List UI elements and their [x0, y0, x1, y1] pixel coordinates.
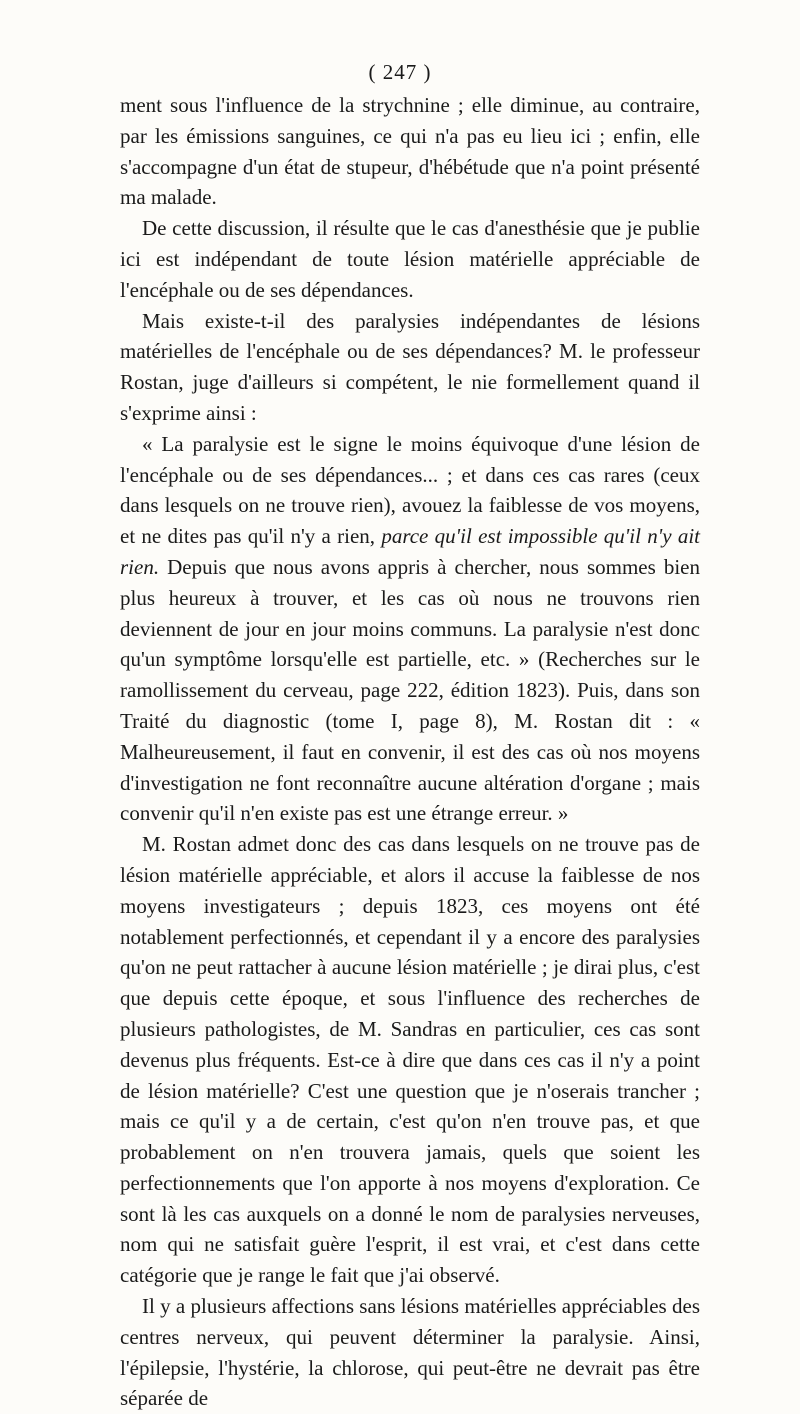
paragraph-affections: Il y a plusieurs affections sans lésions matérielles appréciables des centres nerveux, qui peuvent déterminer la paralysie. Ainsi, l'épilepsie, l'hystérie, la chlorose, qui peut-être ne devrait pas être séparée de: [120, 1294, 700, 1411]
body-text: [120, 90, 700, 1414]
quote-text-before: « La paralysie est le signe le moins équivoque d'une lésion de l'encéphale ou de ses dépendances... ; et dans ces cas rares (ceux dans lesquels on ne trouve rien), avouez la faiblesse de vos moyens, et ne dites pas qu'il n'y a rien,: [120, 431, 700, 549]
paragraph-rostan-question: Mais existe-t-il des paralysies indépendantes de lésions matérielles de l'encéphale ou de ses dépendances? M. le professeur Rostan, juge d'ailleurs si compétent, le nie formellement quand il s'exprime ainsi :: [120, 308, 700, 425]
paragraph-rostan-admits: M. Rostan admet donc des cas dans lesquels on ne trouve pas de lésion matérielle appréciable, et alors il accuse la faiblesse de nos moyens investigateurs ; depuis 1823, ces moyens ont été notablement perfectionnés, et cependant il y a encore des paralysies qu'on ne peut rattacher à aucune lésion matérielle ; je dirai plus, c'est que depuis cette époque, et sous l'influence des recherches de plusieurs pathologistes, de M. Sandras en particulier, ces cas sont devenus plus fréquents. Est-ce à dire que dans ces cas il n'y a point de lésion matérielle? C'est une question que je n'oserais trancher ; mais ce qu'il y a de certain, c'est qu'on n'en trouve pas, et que probablement on n'en trouvera jamais, quels que soient les perfectionnements que l'on apporte à nos moyens d'exploration. Ce sont là les cas auxquels on a donné le nom de paralysies nerveuses, nom qui ne satisfait guère l'esprit, il est vrai, et c'est dans cette catégorie que je range le fait que j'ai observé.: [120, 832, 700, 1288]
paragraph-rostan-quote: [120, 429, 700, 829]
page-number: ( 247 ): [368, 60, 432, 84]
quote-emphasis: parce qu'il est impossible qu'il n'y ait rien.: [120, 524, 701, 579]
quote-text-after: Depuis que nous avons appris à chercher, nous sommes bien plus heureux à trouver, et les cas où nous ne trouvons rien deviennent de jour en jour moins communs. La paralysie n'est donc qu'un symptôme lorsqu'elle est partielle, etc. » (Recherches sur le ramollissement du cerveau, page 222, édition 1823). Puis, dans son Traité du diagnostic (tome I, page 8), M. Rostan dit : « Malheureusement, il faut en convenir, il est des cas où nos moyens d'investigation ne font reconnaître aucune altération d'organe ; mais convenir qu'il n'en existe pas est une étrange erreur. »: [120, 554, 700, 826]
paragraph-continuation: ment sous l'influence de la strychnine ; elle diminue, au contraire, par les émissions sanguines, ce qui n'a pas eu lieu ici ; enfin, elle s'accompagne d'un état de stupeur, d'hébétude que n'a point présenté ma malade.: [120, 93, 700, 210]
paragraph-discussion-conclusion: De cette discussion, il résulte que le cas d'anesthésie que je publie ici est indépendant de toute lésion matérielle appréciable de l'encéphale ou de ses dépendances.: [120, 216, 700, 302]
